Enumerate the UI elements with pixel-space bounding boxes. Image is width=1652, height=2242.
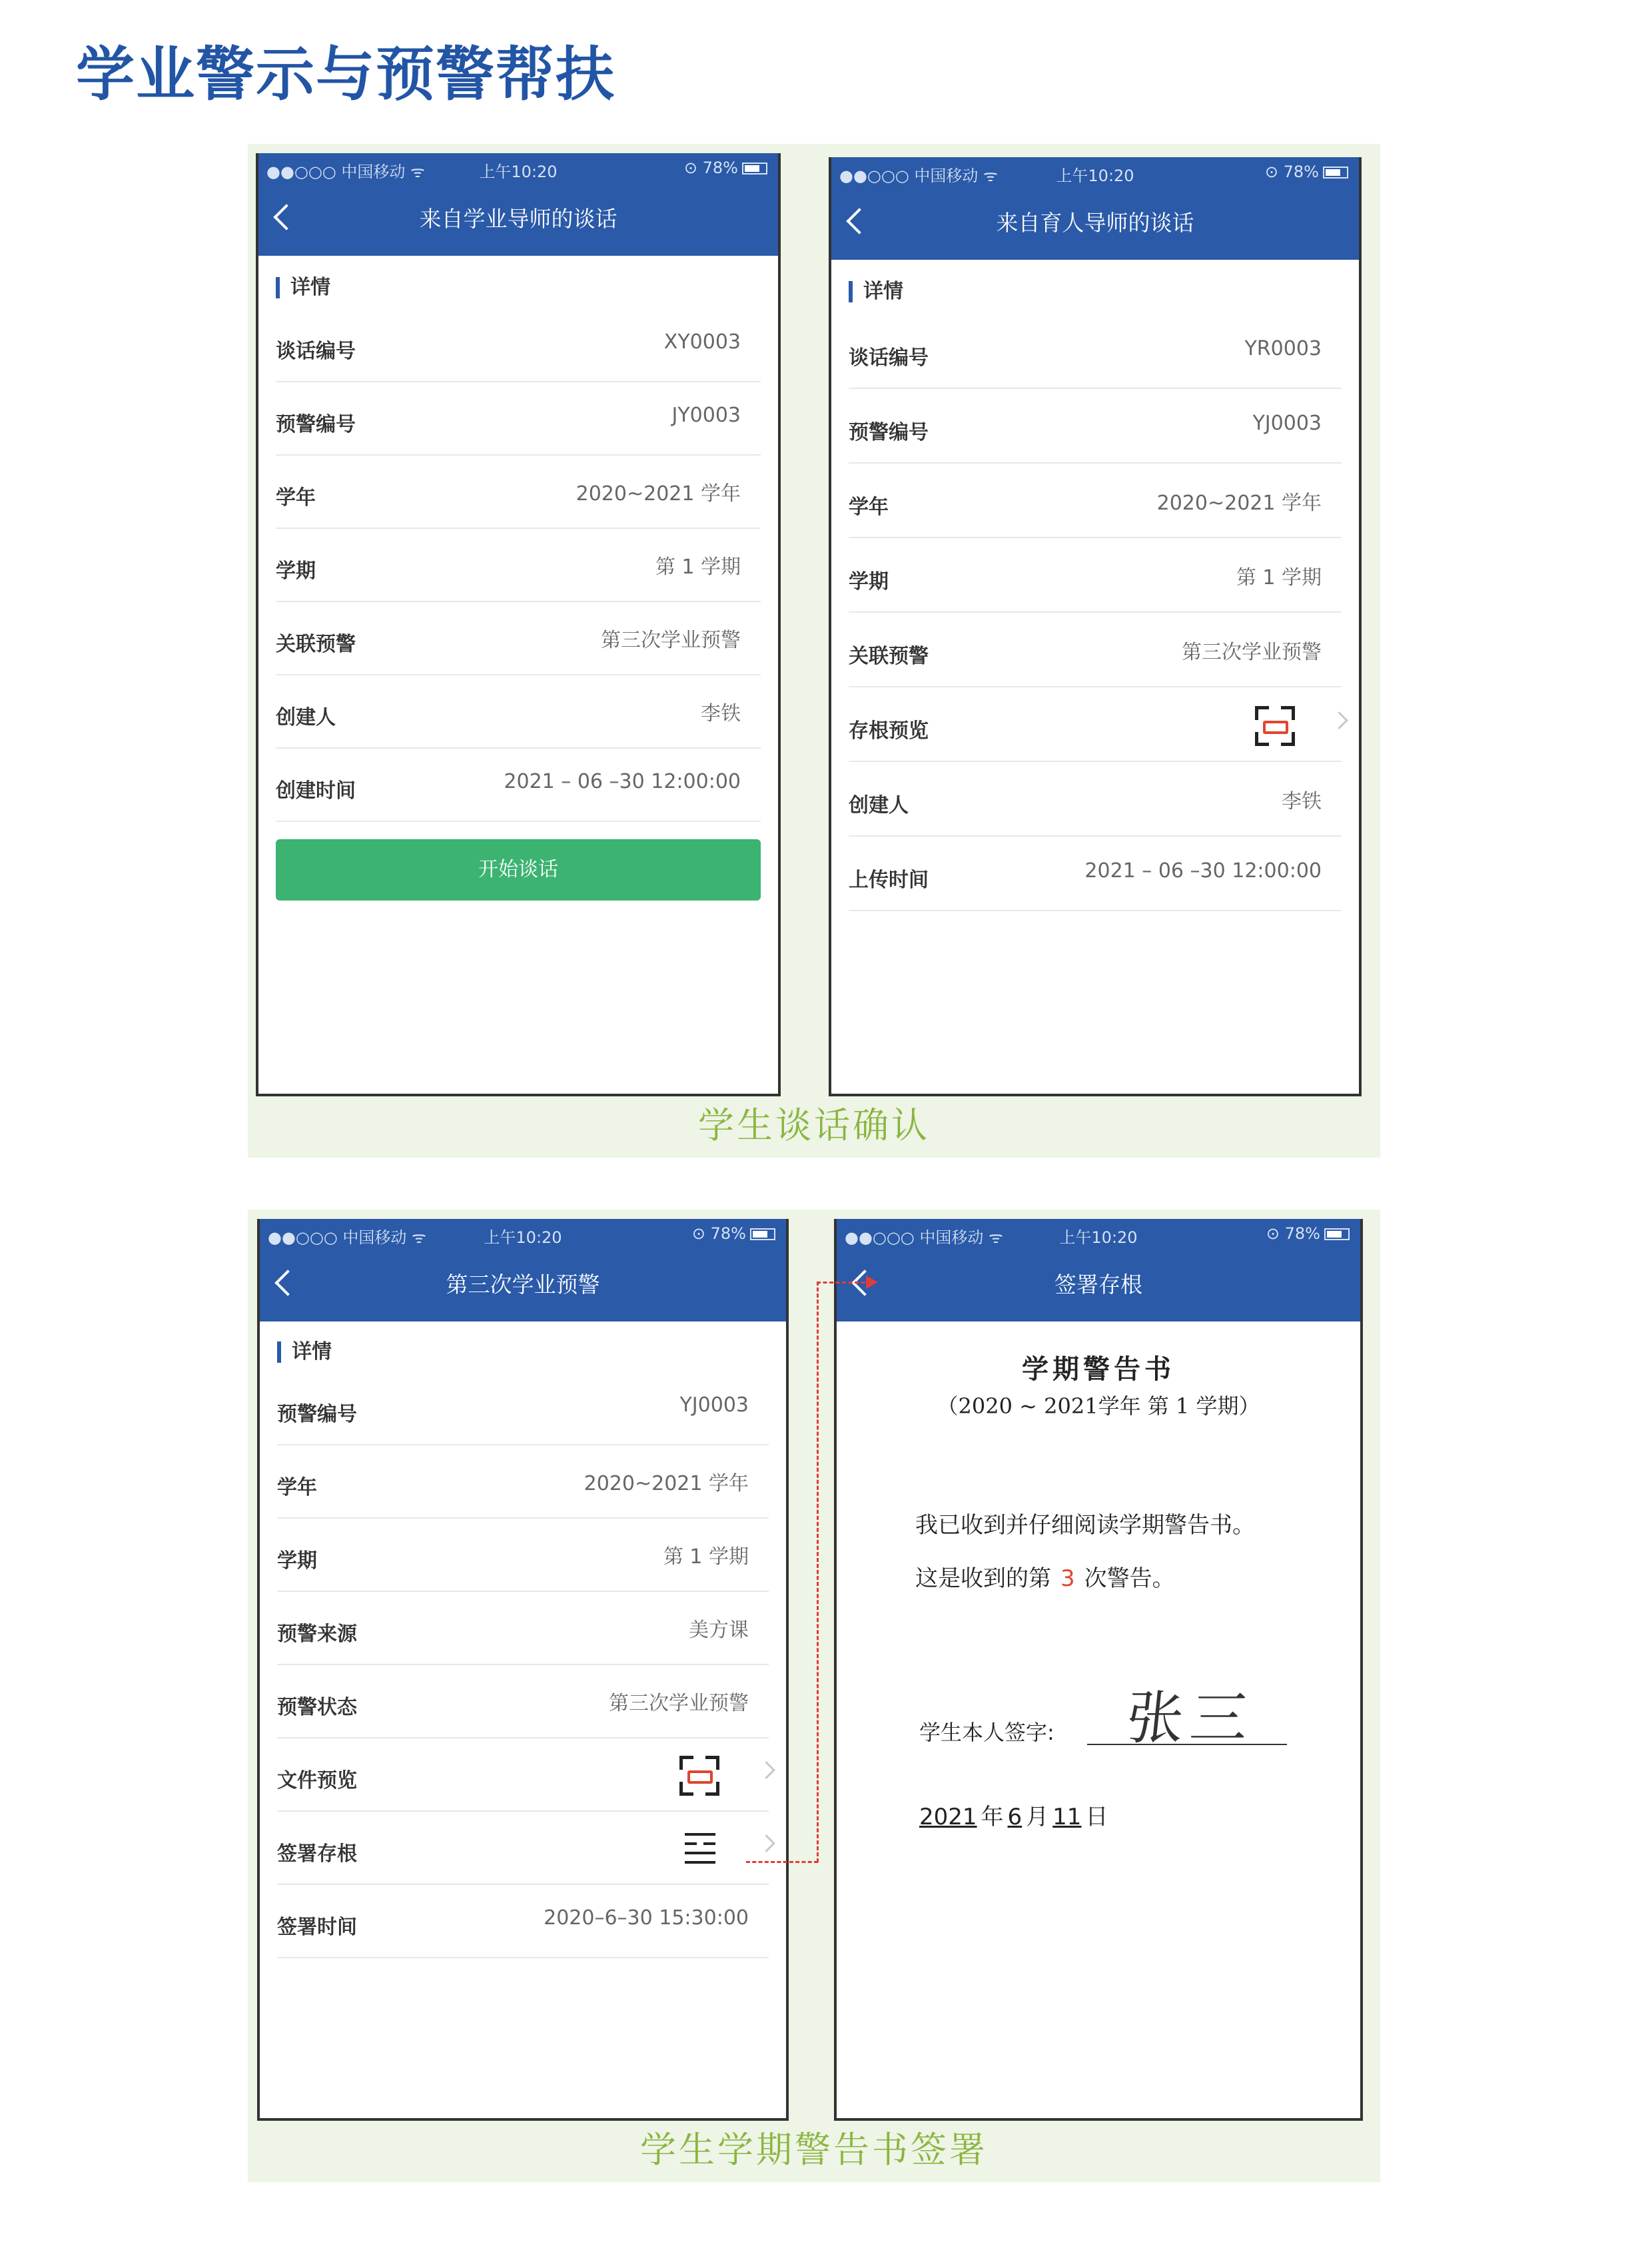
- row-label: 谈话编号: [849, 346, 929, 370]
- section-title: 详情: [849, 281, 903, 302]
- row-value: YJ0003: [679, 1393, 749, 1417]
- detail-row: [277, 1885, 769, 1958]
- row-value: 2020~2021 学年: [584, 1472, 749, 1495]
- row-label: 文件预览: [277, 1769, 357, 1792]
- handwritten-signature: 张三: [1122, 1685, 1258, 1752]
- detail-row: [277, 1445, 769, 1519]
- chevron-right-icon: [757, 1761, 775, 1779]
- row-label: 预警编号: [276, 413, 356, 436]
- detail-row: [276, 749, 761, 822]
- panel-student-talk-confirm: [248, 144, 1380, 1158]
- row-label: 预警编号: [277, 1403, 357, 1426]
- detail-row: [276, 602, 761, 675]
- detail-row: [276, 675, 761, 749]
- detail-row: [849, 763, 1342, 837]
- row-label: 创建人: [849, 794, 909, 817]
- row-value: YJ0003: [1252, 412, 1322, 435]
- carrier-signal: ●●○○○ 中国移动 ᯤ: [845, 1228, 1003, 1247]
- date-year: 2021: [919, 1804, 977, 1830]
- flow-arrow-head-icon: [866, 1276, 878, 1289]
- row-label: 学年: [849, 496, 889, 519]
- flow-connector-vertical: [817, 1282, 819, 1862]
- row-label: 关联预警: [849, 645, 929, 668]
- row-label: 学期: [276, 560, 316, 583]
- panel-caption: 学生谈话确认: [698, 1104, 930, 1146]
- row-value: 第三次学业预警: [609, 1692, 749, 1715]
- row-label: 预警来源: [277, 1623, 357, 1646]
- row-label: 预警编号: [849, 421, 929, 444]
- status-bar: [831, 157, 1359, 187]
- row-value: 李铁: [701, 702, 741, 725]
- row-label: 上传时间: [849, 869, 929, 892]
- scan-preview-icon[interactable]: [1255, 706, 1295, 746]
- flow-connector-horizontal-high: [817, 1282, 871, 1284]
- phone-academic-tutor-talk: [256, 153, 781, 1096]
- phone-third-warning: [257, 1219, 789, 2121]
- nav-bar: [831, 187, 1359, 260]
- sign-date: 2021 年 6 月 11 日: [915, 1798, 1108, 1831]
- nav-bar: [260, 1248, 786, 1321]
- detail-row: [849, 838, 1342, 911]
- row-label: 签署时间: [277, 1916, 357, 1939]
- row-value: 美方课: [689, 1619, 749, 1642]
- panel-caption: 学生学期警告书签署: [640, 2129, 988, 2171]
- phone-mentor-talk: [829, 157, 1362, 1096]
- row-value: 2021 – 06 –30 12:00:00: [1084, 859, 1322, 883]
- signature-label: 学生本人签字:: [919, 1720, 1054, 1745]
- battery-status: ⊙ 78%: [1265, 163, 1348, 181]
- warning-count-statement: 这是收到的第 3 次警告。: [915, 1565, 1175, 1592]
- row-label: 创建人: [276, 706, 336, 729]
- battery-status: ⊙ 78%: [692, 1224, 775, 1243]
- page-title: 学业警示与预警帮扶: [76, 40, 616, 109]
- detail-row: [849, 614, 1342, 687]
- carrier-signal: ●●○○○ 中国移动 ᯤ: [839, 167, 998, 185]
- chevron-right-icon: [1330, 711, 1348, 729]
- battery-status: ⊙ 78%: [1266, 1224, 1350, 1243]
- row-value: YR0003: [1244, 337, 1322, 360]
- section-title: 详情: [277, 1341, 332, 1363]
- detail-row: [849, 465, 1342, 538]
- row-label: 签署存根: [277, 1842, 357, 1866]
- flow-connector-horizontal-low: [746, 1861, 818, 1863]
- row-value: 第 1 学期: [663, 1545, 749, 1569]
- chevron-right-icon: [757, 1834, 775, 1852]
- nav-title: 来自学业导师的谈话: [419, 206, 618, 232]
- row-label: 存根预览: [849, 719, 929, 743]
- detail-row: [276, 309, 761, 382]
- nav-bar: [837, 1248, 1360, 1321]
- row-label: 学期: [277, 1549, 317, 1573]
- stub-preview-row[interactable]: [849, 689, 1342, 762]
- battery-status: ⊙ 78%: [684, 159, 767, 177]
- sign-stub-row[interactable]: [277, 1812, 769, 1885]
- phone-sign-stub: [834, 1219, 1363, 2121]
- row-value: 第 1 学期: [655, 556, 741, 579]
- status-bar: [260, 1219, 786, 1248]
- status-time: 上午10:20: [484, 1228, 562, 1247]
- status-bar: [837, 1219, 1360, 1248]
- detail-row: [277, 1519, 769, 1592]
- row-value: XY0003: [663, 330, 741, 354]
- detail-row: [276, 456, 761, 529]
- status-time: 上午10:20: [1056, 167, 1134, 185]
- detail-row: [849, 540, 1342, 613]
- receipt-statement: 我已收到并仔细阅读学期警告书。: [915, 1512, 1255, 1539]
- battery-icon: [1324, 1228, 1350, 1240]
- detail-row: [277, 1592, 769, 1665]
- date-day: 11: [1052, 1804, 1082, 1830]
- row-label: 谈话编号: [276, 340, 356, 363]
- detail-row: [276, 529, 761, 602]
- scan-preview-icon[interactable]: [679, 1756, 719, 1796]
- row-value: 2020~2021 学年: [1156, 492, 1322, 515]
- row-value: 第三次学业预警: [601, 629, 741, 652]
- section-title: 详情: [276, 277, 330, 298]
- document-title: 学期警告书: [1022, 1353, 1175, 1385]
- battery-icon: [750, 1228, 775, 1240]
- row-value: 2020–6–30 15:30:00: [544, 1906, 749, 1930]
- panel-warning-letter-sign: [248, 1210, 1380, 2182]
- detail-row: [277, 1372, 769, 1445]
- status-bar: [258, 153, 778, 183]
- row-value: 第三次学业预警: [1182, 641, 1322, 664]
- row-label: 创建时间: [276, 779, 356, 803]
- warning-count: 3: [1060, 1565, 1075, 1592]
- row-label: 学期: [849, 570, 889, 593]
- status-time: 上午10:20: [479, 163, 558, 181]
- carrier-signal: ●●○○○ 中国移动 ᯤ: [268, 1228, 426, 1247]
- row-label: 学年: [277, 1476, 317, 1499]
- detail-row: [849, 390, 1342, 464]
- row-value: 第 1 学期: [1236, 566, 1322, 589]
- detail-row: [849, 316, 1342, 389]
- battery-icon: [742, 163, 767, 175]
- row-value: JY0003: [671, 404, 741, 427]
- battery-icon: [1323, 167, 1348, 179]
- detail-row: [276, 382, 761, 456]
- row-value: 2021 – 06 –30 12:00:00: [504, 770, 741, 793]
- list-icon[interactable]: [685, 1832, 715, 1866]
- detail-row: [277, 1665, 769, 1738]
- date-month: 6: [1007, 1804, 1023, 1830]
- row-label: 关联预警: [276, 633, 356, 656]
- file-preview-row[interactable]: [277, 1738, 769, 1812]
- document-subtitle: （2020 ~ 2021学年 第 1 学期）: [937, 1393, 1260, 1419]
- status-time: 上午10:20: [1059, 1228, 1138, 1247]
- row-value: 李铁: [1282, 790, 1322, 813]
- row-label: 学年: [276, 486, 316, 510]
- carrier-signal: ●●○○○ 中国移动 ᯤ: [266, 163, 425, 181]
- nav-bar: [258, 183, 778, 256]
- row-label: 预警状态: [277, 1696, 357, 1719]
- row-value: 2020~2021 学年: [576, 482, 741, 506]
- nav-title: 签署存根: [1054, 1272, 1142, 1298]
- nav-title: 第三次学业预警: [446, 1272, 600, 1298]
- nav-title: 来自育人导师的谈话: [996, 210, 1194, 236]
- start-talk-button[interactable]: 开始谈话: [276, 839, 761, 901]
